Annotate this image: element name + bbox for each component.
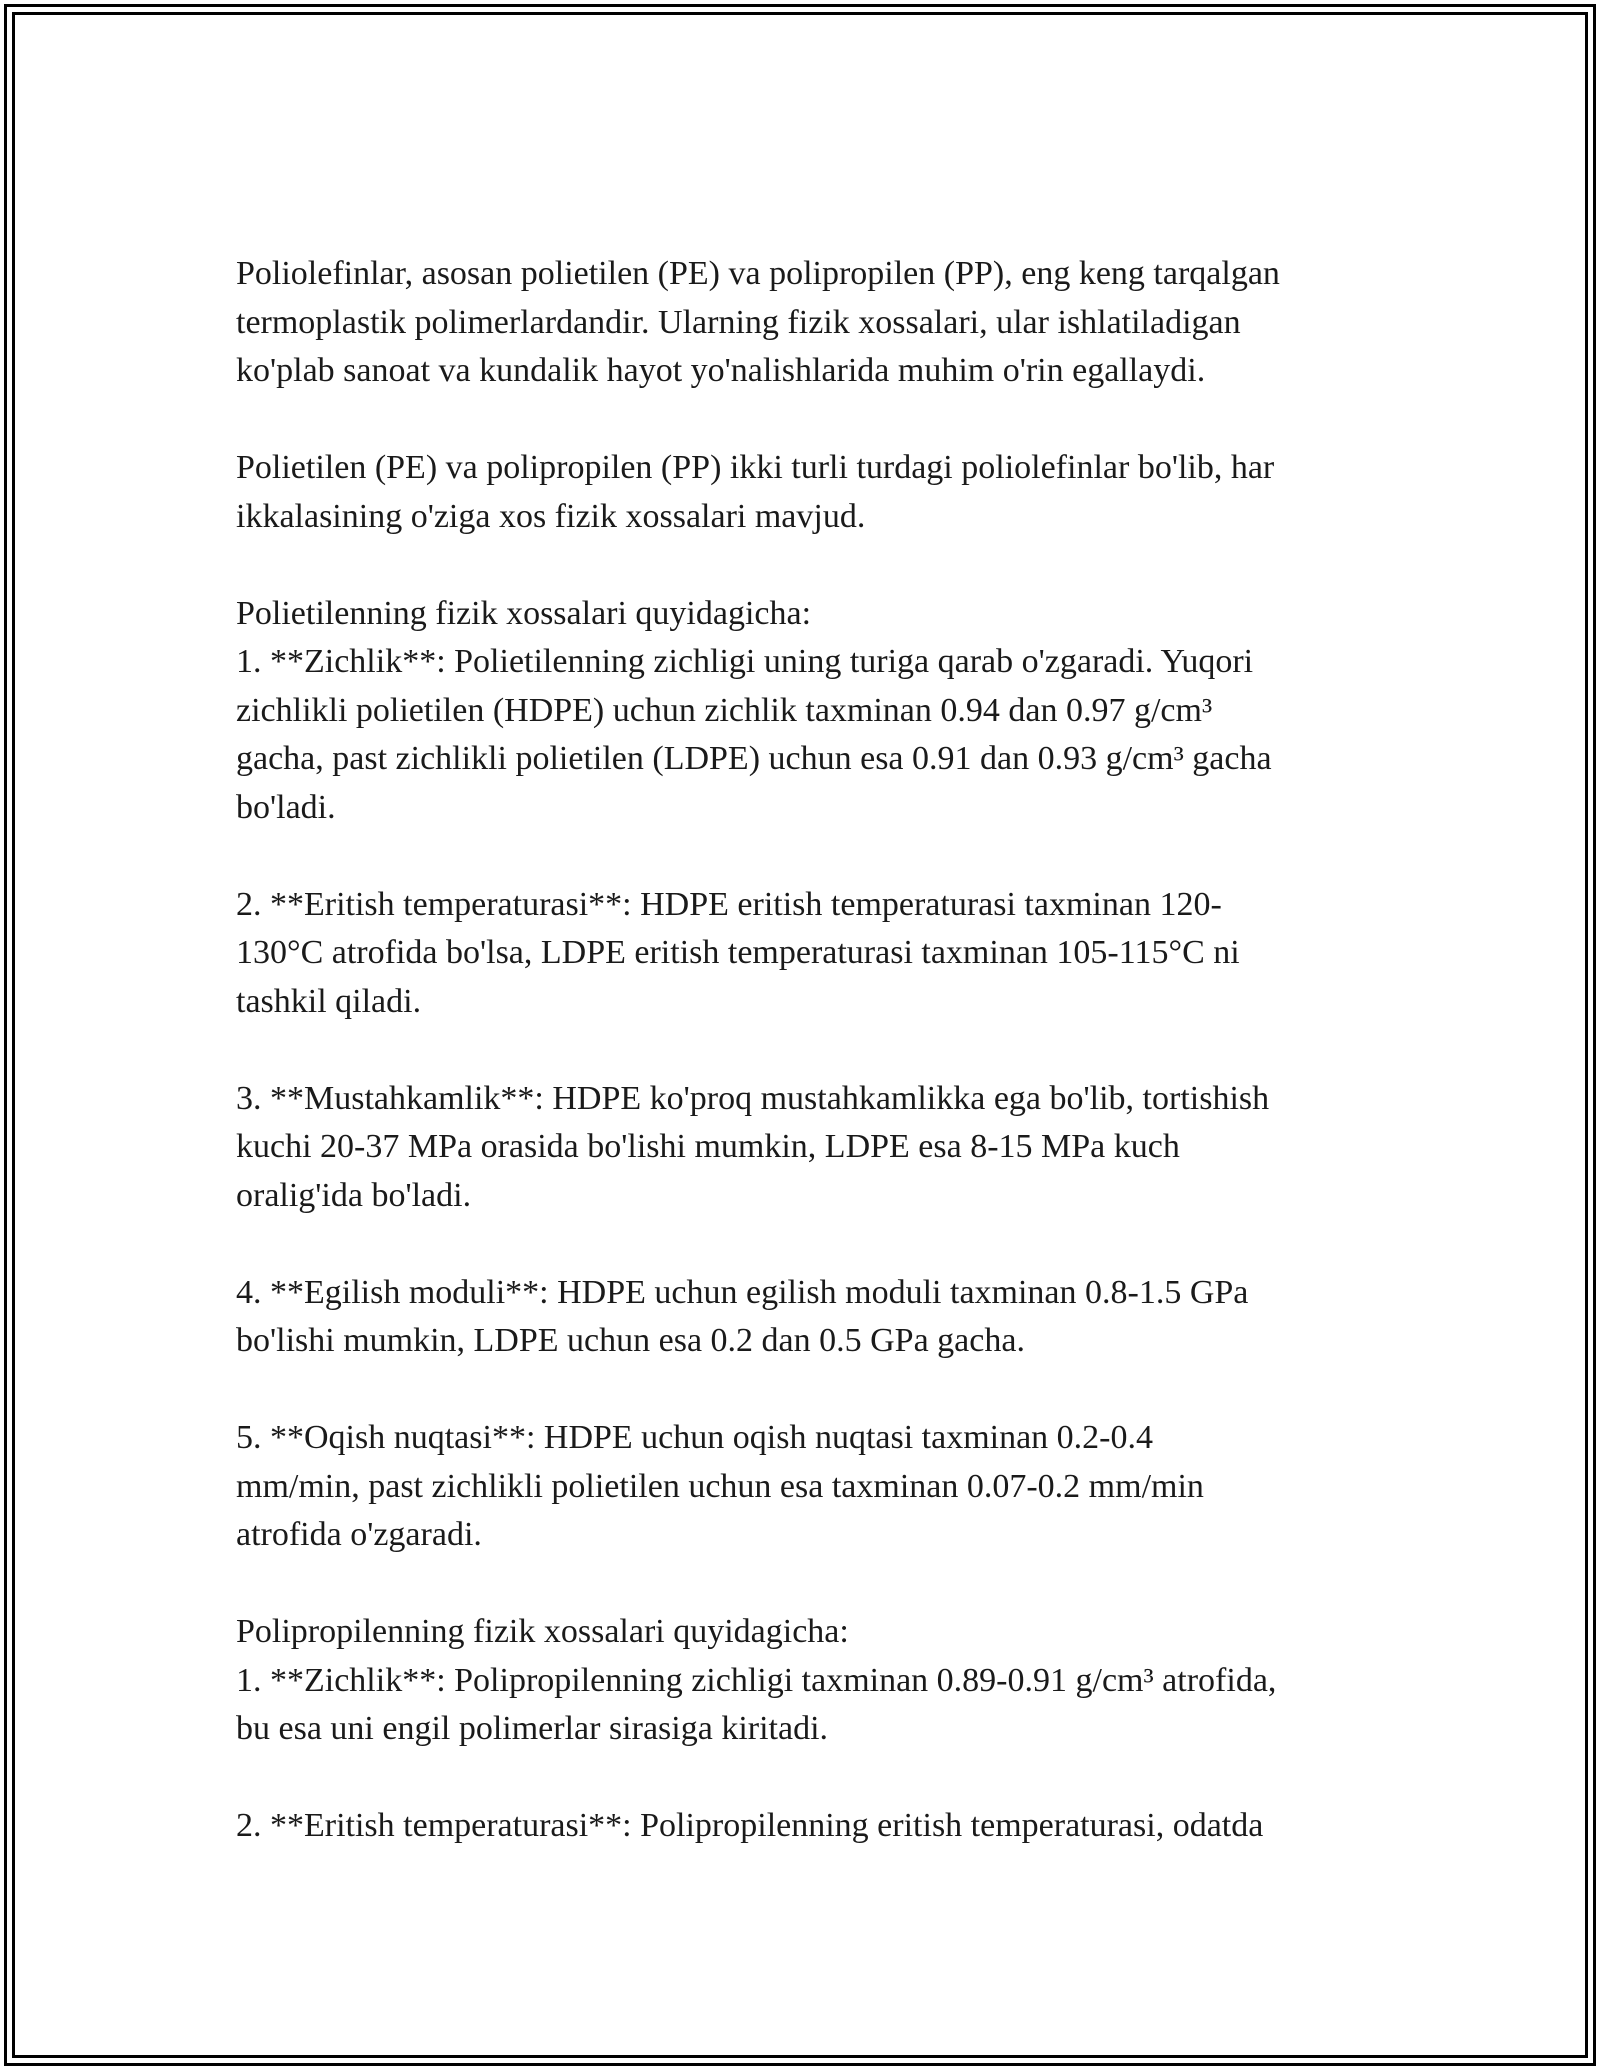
intro-paragraph: Poliolefinlar, asosan polietilen (PE) va polipropilen (PP), eng keng tarqalgan termoplastik polimerlardandir. Ularning fizik xossalari, ular ishlatiladigan ko'plab sanoat va kundalik hayot yo'nalishlarida muhim o'rin egallaydi. xyxy=(236,255,1280,389)
pe-pp-overview-paragraph: Polietilen (PE) va polipropilen (PP) ikki turli turdagi poliolefinlar bo'lib, har ikkalasining o'ziga xos fizik xossalari mavjud. xyxy=(236,449,1275,535)
pp-density-item: 1. **Zichlik**: Polipropilenning zichligi taxminan 0.89-0.91 g/cm³ atrofida, bu esa uni engil polimerlar sirasiga kiritadi. xyxy=(236,1661,1277,1747)
pe-yield-point-item: 5. **Oqish nuqtasi**: HDPE uchun oqish nuqtasi taxminan 0.2-0.4 mm/min, past zichlikli polietilen uchun esa taxminan 0.07-0.2 mm/min atrofida o'zgaradi. xyxy=(236,1419,1204,1553)
pe-density-item: 1. **Zichlik**: Polietilenning zichligi uning turiga qarab o'zgaradi. Yuqori zichlikli polietilen (HDPE) uchun zichlik taxminan 0.94 dan 0.97 g/cm³ gacha, past zichlikli polietilen (LDPE) uchun esa 0.91 dan 0.93 g/cm³ gacha bo'ladi. xyxy=(236,643,1272,826)
pp-melting-temperature-item: 2. **Eritish temperaturasi**: Polipropilenning eritish temperaturasi, odatda xyxy=(236,1807,1264,1844)
pe-melting-temperature-item: 2. **Eritish temperaturasi**: HDPE eritish temperaturasi taxminan 120- 130°C atrofida bo'lsa, LDPE eritish temperaturasi taxminan 105-115°C ni tashkil qiladi. xyxy=(236,885,1240,1020)
polyethylene-properties-heading: Polietilenning fizik xossalari quyidagicha: xyxy=(236,594,812,632)
polypropylene-properties-heading: Polipropilenning fizik xossalari quyidagicha: xyxy=(236,1613,849,1650)
pe-flexural-modulus-item: 4. **Egilish moduli**: HDPE uchun egilish moduli taxminan 0.8-1.5 GPa bo'lishi mumkin, LDPE uchun esa 0.2 dan 0.5 GPa gacha. xyxy=(236,1273,1249,1359)
pe-strength-item: 3. **Mustahkamlik**: HDPE ko'proq mustahkamlikka ega bo'lib, tortishish kuchi 20-37 MPa orasida bo'lishi mumkin, LDPE esa 8-15 MPa kuch oralig'ida bo'ladi. xyxy=(236,1079,1270,1214)
document-body xyxy=(236,250,1376,1899)
